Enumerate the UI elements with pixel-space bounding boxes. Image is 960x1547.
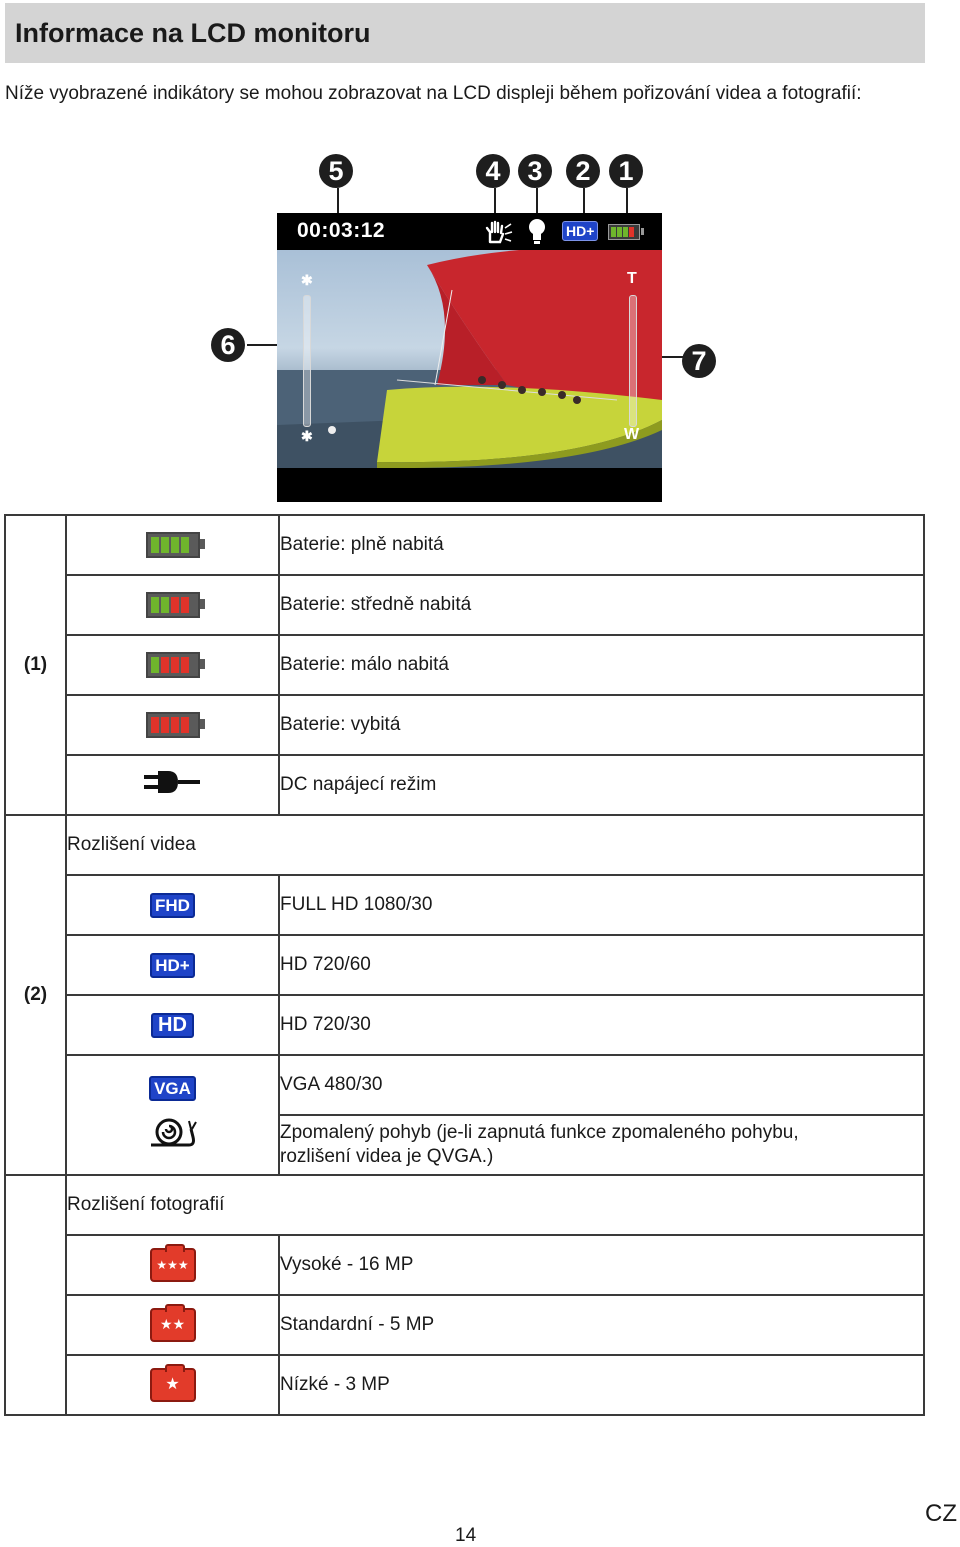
- slow-motion-line-1: Zpomalený pohyb (je-li zapnutá funkce zpomaleného pohybu,: [280, 1122, 799, 1143]
- leader-line-2: [583, 188, 585, 215]
- battery-full-text: Baterie: plně nabitá: [279, 515, 924, 575]
- walker-icon-bottom: ✱: [301, 428, 313, 444]
- table-row: [5, 695, 924, 755]
- video-resolution-heading: Rozlišení videa: [66, 815, 924, 875]
- lcd-status-bar: [277, 213, 662, 250]
- table-row: [5, 1235, 924, 1295]
- battery-status-icon: [608, 224, 640, 240]
- table-row: [5, 995, 924, 1055]
- vga-text: VGA 480/30: [279, 1055, 924, 1115]
- callout-5: 5: [319, 154, 353, 188]
- hd-text: HD 720/30: [279, 995, 924, 1055]
- battery-empty-icon: [146, 712, 200, 738]
- leader-line-1: [626, 188, 628, 215]
- callout-1: 1: [609, 154, 643, 188]
- intro-text: Níže vyobrazené indikátory se mohou zobrazovat na LCD displeji během pořizování videa a fotografií:: [5, 83, 862, 104]
- stabilizer-hand-icon: [484, 220, 514, 249]
- zoom-wide-label: W: [624, 426, 640, 443]
- vga-badge-icon: VGA: [149, 1076, 196, 1101]
- callout-2: 2: [566, 154, 600, 188]
- table-row: [5, 875, 924, 935]
- battery-full-icon: [146, 532, 200, 558]
- battery-medium-icon: [146, 592, 200, 618]
- lcd-screen: [277, 213, 662, 502]
- walker-icon-top: ✱: [301, 272, 313, 288]
- table-row: [5, 935, 924, 995]
- fhd-badge-icon: FHD: [150, 893, 195, 918]
- callout-7: 7: [682, 344, 716, 378]
- photo-standard-text: Standardní - 5 MP: [279, 1295, 924, 1355]
- leader-line-3: [536, 188, 538, 215]
- group-1-label: (1): [5, 515, 66, 815]
- zoom-bar-left: [303, 295, 311, 427]
- lcd-bottom-bar: [277, 468, 662, 502]
- battery-empty-text: Baterie: vybitá: [279, 695, 924, 755]
- page-title: Informace na LCD monitoru: [15, 18, 371, 48]
- table-row: [5, 635, 924, 695]
- zoom-bar-right: [629, 295, 637, 427]
- battery-low-text: Baterie: málo nabitá: [279, 635, 924, 695]
- callout-3: 3: [518, 154, 552, 188]
- hd-badge-icon: HD: [151, 1013, 194, 1038]
- photo-high-quality-icon: [150, 1248, 196, 1282]
- hd-plus-badge: HD+: [562, 221, 598, 241]
- zoom-tele-label: T: [627, 270, 637, 287]
- table-row: [5, 815, 924, 875]
- group-2-label: (2): [5, 815, 66, 1175]
- slow-motion-text: [279, 1115, 924, 1175]
- battery-medium-text: Baterie: středně nabitá: [279, 575, 924, 635]
- leader-line-4: [494, 188, 496, 215]
- recording-time: 00:03:12: [297, 219, 386, 242]
- title-bar: [5, 3, 925, 63]
- language-code: CZ: [925, 1500, 957, 1527]
- battery-low-icon: [146, 652, 200, 678]
- table-row: [5, 1055, 924, 1115]
- snail-icon: [149, 1115, 197, 1155]
- hd-plus-badge-icon: HD+: [150, 953, 194, 978]
- photo-standard-quality-icon: [150, 1308, 196, 1342]
- three-stars-icon: ★★★: [156, 1258, 189, 1272]
- table-row: [5, 575, 924, 635]
- dc-plug-icon: [144, 769, 202, 801]
- photo-high-text: Vysoké - 16 MP: [279, 1235, 924, 1295]
- table-row: [5, 1295, 924, 1355]
- fhd-text: FULL HD 1080/30: [279, 875, 924, 935]
- photo-low-quality-icon: [150, 1368, 196, 1402]
- dc-mode-text: DC napájecí režim: [279, 755, 924, 815]
- slow-motion-line-2: rozlišení videa je QVGA.): [280, 1146, 494, 1167]
- table-row: [5, 1175, 924, 1235]
- page-number: 14: [455, 1525, 477, 1546]
- table-row: [5, 515, 924, 575]
- callout-4: 4: [476, 154, 510, 188]
- indicator-legend-table: [4, 514, 925, 1416]
- photo-resolution-heading: Rozlišení fotografií: [66, 1175, 924, 1235]
- table-row: [5, 1355, 924, 1415]
- photo-low-text: Nízké - 3 MP: [279, 1355, 924, 1415]
- callout-6: 6: [211, 328, 245, 362]
- one-star-icon: ★: [165, 1376, 180, 1393]
- light-bulb-icon: [527, 218, 547, 251]
- two-stars-icon: ★★: [159, 1316, 186, 1332]
- hd-plus-text: HD 720/60: [279, 935, 924, 995]
- table-row: [5, 755, 924, 815]
- leader-line-5: [337, 188, 339, 215]
- sailboat-photo: [277, 250, 662, 468]
